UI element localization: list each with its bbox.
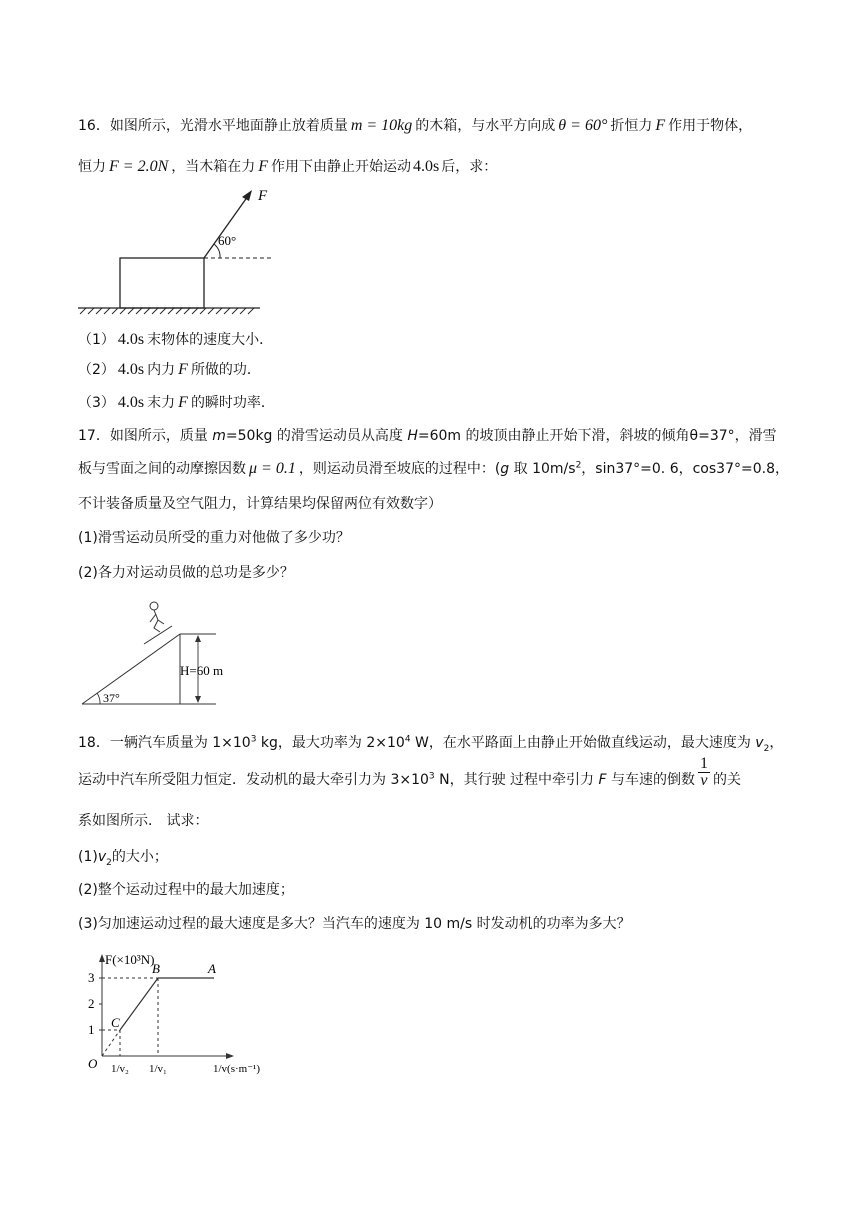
q18-y-tick-3: 3 — [88, 970, 95, 985]
q18-point-A: A — [208, 961, 216, 976]
q17-line-3: 不计装备质量及空气阻力，计算结果均保留两位有效数字） — [78, 496, 442, 512]
q16-mass-expr: m = 10kg — [350, 117, 413, 134]
q18-reciprocal-fraction: $\frac{1}{v}$ — [699, 754, 708, 789]
q17-line-1: 17．如图所示，质量 m=50kg 的滑雪运动员从高度 H=60m 的坡顶由静止开始下滑，斜坡的倾角θ=37°，滑雪 — [78, 428, 777, 444]
q16-figure — [74, 184, 284, 316]
q18-line-2: 运动中汽车所受阻力恒定．发动机的最大牵引力为 $3\times 10^3$ N，其行驶 过程中牵引力 F 与车速的倒数 $\frac{1}{v}$ 的关 — [78, 754, 741, 789]
q16-sub-3: （3） 4.0s 末力 F 的瞬时功率． — [78, 394, 275, 411]
q18-y-tick-2: 2 — [88, 996, 95, 1011]
q16-theta-expr: θ = 60° — [558, 117, 608, 134]
q18-sub-3: (3)匀加速运动过程的最大速度是多大？当汽车的速度为 10 m/s 时发动机的功率为多大？ — [78, 916, 631, 932]
q18-x-tick-2: 1/v₁ — [149, 1063, 167, 1075]
q18-sub-1: $(1)v_2$的大小； — [78, 849, 168, 868]
q18-point-C: C — [111, 1015, 120, 1030]
q18-point-B: B — [152, 961, 160, 976]
q18-graph — [80, 948, 280, 1088]
q16-fig-force-label: F — [258, 188, 268, 204]
q18-y-tick-1: 1 — [88, 1022, 95, 1037]
q16-force-expr: F = 2.0N — [109, 158, 169, 175]
q17-fig-angle-label: 37° — [103, 691, 120, 705]
q17-sub-2: (2)各力对运动员做的总功是多少？ — [78, 565, 294, 581]
skier-icon — [144, 602, 172, 644]
q18-origin-label: O — [88, 1056, 98, 1071]
q17-mu-expr: μ = 0.1 — [249, 460, 296, 477]
q16-line-1: 16．如图所示，光滑水平地面静止放着质量 m = 10kg 的木箱，与水平方向成 θ = 60° 折恒力 F 作用于物体， — [78, 117, 753, 134]
q18-x-tick-1: 1/v₂ — [111, 1063, 129, 1075]
q17-fig-height-label: H=60 m — [180, 663, 224, 678]
q18-x-axis-label: 1/v(s·m⁻¹) — [213, 1063, 260, 1075]
q17-sub-1: (1)滑雪运动员所受的重力对他做了多少功？ — [78, 530, 350, 546]
q18-y-axis-label: F(×10³N) — [105, 952, 155, 967]
q18-line-3: 系如图所示． 试求： — [78, 813, 209, 829]
q16-sub-2: （2） 4.0s 内力 F 所做的功． — [78, 361, 261, 378]
q16-sub-1: （1） 4.0s 末物体的速度大小． — [78, 331, 274, 348]
q17-line-2: 板与雪面之间的动摩擦因数 μ = 0.1 ，则运动员滑至坡底的过程中：(g 取 $10m/s^2$，sin37°=0. 6，cos37°=0.8， — [78, 460, 789, 477]
q16-fig-angle-label: 60° — [218, 233, 237, 248]
q18-line-1: 18．一辆汽车质量为 $1\times 10^3$ kg，最大功率为 $2\times 10^4$ W，在水平路面上由静止开始做直线运动，最大速度为 $v_2$， — [78, 734, 784, 754]
q18-sub-2: (2)整个运动过程中的最大加速度； — [78, 882, 294, 898]
q16-line-2: 恒力 F = 2.0N ，当木箱在力 F 作用下由静止开始运动 4.0s 后，求： — [78, 158, 498, 175]
q17-figure — [78, 598, 238, 710]
